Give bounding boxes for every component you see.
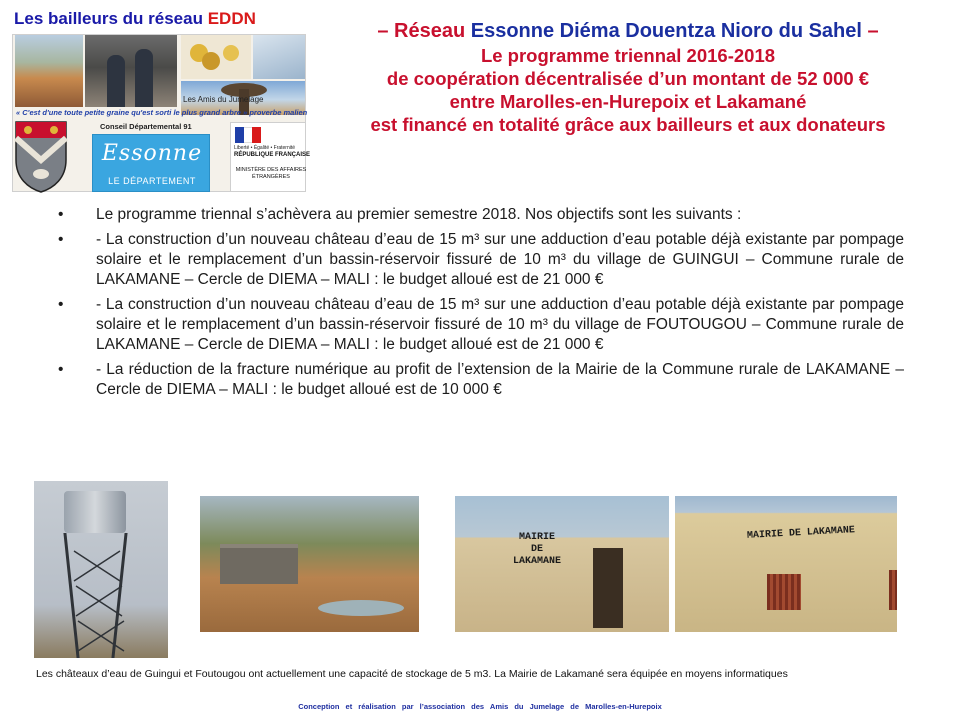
doorway — [593, 548, 623, 628]
sponsors-title-accent: EDDN — [207, 9, 256, 28]
coins-icon — [181, 35, 251, 79]
credits-footer: Conception et réalisation par l’association des Amis du Jumelage de Marolles-en-Hurepoix — [298, 702, 662, 711]
rf-ministry: MINISTÈRE DES AFFAIRES ÉTRANGÈRES — [235, 167, 307, 180]
title-douentza: Douentza — [625, 20, 716, 42]
subtitle-line-2: de coopération décentralisée d’un montant de 52 000 € — [386, 68, 870, 89]
list-item — [58, 295, 904, 355]
person-figure — [135, 49, 153, 107]
coat-of-arms-icon — [14, 120, 68, 194]
essonne-logo-script: Essonne — [101, 141, 203, 166]
mairie-sign-line-3: LAKAMANE — [513, 556, 562, 567]
people-photo — [85, 35, 177, 107]
conseil-departemental-label: Conseil Départemental 91 — [100, 122, 192, 131]
list-item — [58, 205, 904, 225]
bullet-icon: • — [58, 206, 64, 223]
mairie-sign: MAIRIE DE LAKAMANE — [746, 525, 856, 542]
list-item — [58, 230, 904, 290]
essonne-logo-department: LE DÉPARTEMENT — [108, 176, 196, 186]
rf-motto: Liberté • Égalité • Fraternité — [234, 145, 296, 151]
person-figure — [107, 55, 125, 107]
basin-structure — [220, 544, 298, 584]
list-item — [58, 360, 904, 400]
french-flag-icon — [235, 127, 261, 143]
window-grill — [767, 574, 801, 610]
title-dash-open: – Réseau — [377, 20, 471, 42]
village-photo — [15, 35, 83, 107]
subtitle-line-3: entre Marolles-en-Hurepoix et Lakamané — [449, 91, 807, 112]
essonne-logo — [92, 134, 210, 192]
main-title — [318, 18, 938, 44]
list-item-text: - La réduction de la fracture numérique au profit de l’extension de la Mairie de la Commune rurale de LAKAMANE – Cercle de DIEMA – MALI : le budget alloué est de 10 000 € — [96, 361, 904, 398]
objectives-list — [58, 205, 904, 405]
title-nioro: Nioro du Sahel — [720, 20, 862, 42]
mairie-sign — [513, 532, 561, 568]
sponsors-title — [14, 9, 314, 29]
list-item-text: - La construction d’un nouveau château d’eau de 15 m³ sur une adduction d’eau potable déjà existante par pompage solaire et le remplacement d’un bassin-réservoir fissuré de 10 m³ du village de FOUTOUGOU – Commune rurale de LAKAMANE – Cercle de DIEMA – MALI : le budget alloué est de 21 000 € — [96, 296, 904, 353]
mairie-photo-1 — [455, 496, 669, 632]
water-tower-photo — [34, 481, 168, 658]
sponsors-title-text: Les bailleurs du réseau — [14, 9, 203, 28]
cracked-basin-photo — [200, 496, 419, 632]
window-grill — [889, 570, 897, 610]
mairie-photo-2 — [675, 496, 897, 632]
hands-photo — [253, 35, 305, 79]
title-diema: Diéma — [559, 20, 620, 42]
subtitle-line-1: Le programme triennal 2016-2018 — [480, 45, 776, 66]
subtitle-line-4: est financé en totalité grâce aux bailleurs et aux donateurs — [370, 114, 886, 135]
donation-photo — [181, 35, 251, 79]
title-dash-close: – — [861, 20, 879, 42]
list-item-text: - La construction d’un nouveau château d’eau de 15 m³ sur une adduction d’eau potable déjà existante par pompage solaire et le remplacement d’un bassin-réservoir fissuré de 10 m³ du village de GUINGUI – Commune rurale de LAKAMANE – Cercle de DIEMA – MALI : le budget alloué est de 21 000 € — [96, 231, 904, 288]
proverb-text: « C'est d'une toute petite graine qu'est sorti le plus grand arbre » proverbe malien — [16, 108, 308, 117]
mairie-sign-line-2: DE — [531, 544, 544, 555]
rf-name: RÉPUBLIQUE FRANÇAISE — [234, 152, 311, 158]
title-essonne: Essonne — [470, 20, 555, 42]
list-item-text: Le programme triennal s’achèvera au premier semestre 2018. Nos objectifs sont les suivants : — [96, 206, 742, 223]
bullet-icon: • — [58, 296, 64, 313]
photos-caption: Les châteaux d’eau de Guingui et Foutougou ont actuellement une capacité de stockage de 5 m3. La Mairie de Lakamané sera équipée en moyens informatiques — [36, 668, 788, 680]
bullet-icon: • — [58, 361, 64, 378]
republique-francaise-logo — [230, 122, 311, 192]
mairie-sign-line-1: MAIRIE — [519, 532, 556, 543]
tower-bracing — [34, 481, 168, 658]
title-block — [318, 18, 938, 136]
amis-jumelage-label: Les Amis du Jumelage — [183, 95, 264, 104]
bullet-icon: • — [58, 231, 64, 248]
water-puddle — [318, 600, 404, 616]
